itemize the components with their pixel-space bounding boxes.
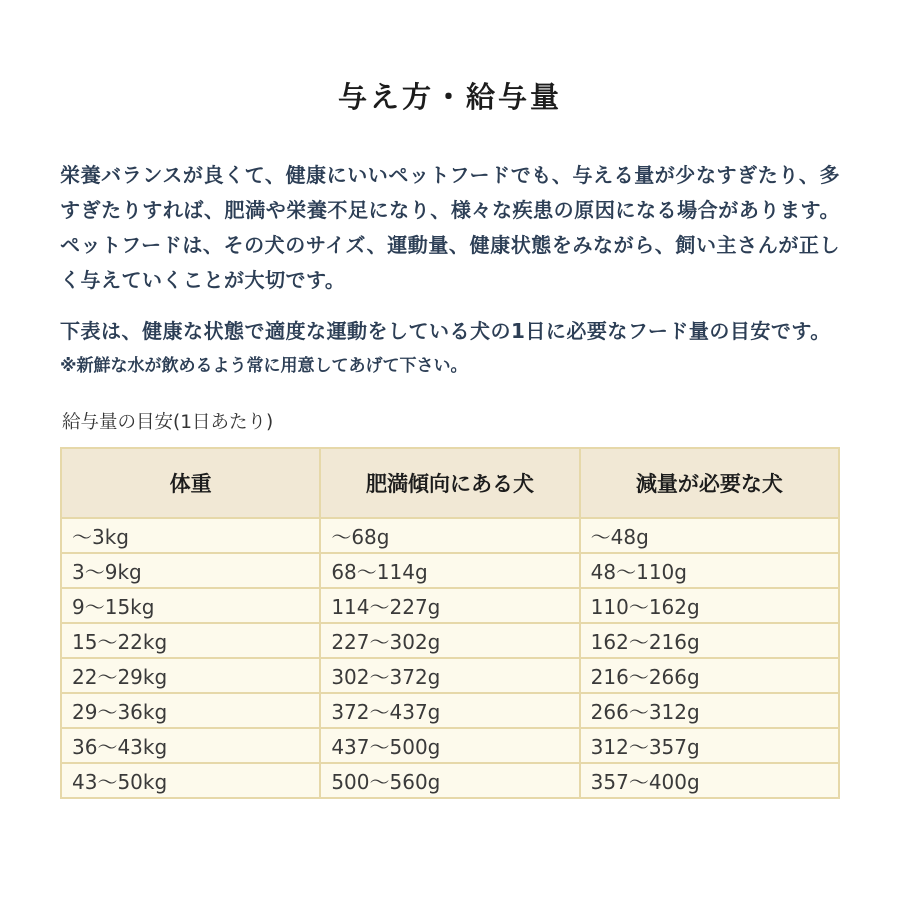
table-cell: 437〜500g xyxy=(320,728,579,763)
table-row xyxy=(61,763,839,798)
table-cell: 114〜227g xyxy=(320,588,579,623)
table-cell: 43〜50kg xyxy=(61,763,320,798)
header-cell-weight-loss-dog: 減量が必要な犬 xyxy=(580,448,839,518)
table-row xyxy=(61,658,839,693)
table-cell: 48〜110g xyxy=(580,553,839,588)
table-cell: 216〜266g xyxy=(580,658,839,693)
table-cell: 357〜400g xyxy=(580,763,839,798)
table-cell: 227〜302g xyxy=(320,623,579,658)
content-area xyxy=(0,78,900,799)
intro-paragraph: 栄養バランスが良くて、健康にいいペットフードでも、与える量が少なすぎたり、多すぎたりすれば、肥満や栄養不足になり、様々な疾患の原因になる場合があります。ペットフードは、その犬のサイズ、運動量、健康状態をみながら、飼い主さんが正しく与えていくことが大切です。 xyxy=(60,163,840,292)
table-row xyxy=(61,553,839,588)
header-row xyxy=(61,448,839,518)
page-title: 与え方・給与量 xyxy=(337,80,562,114)
table-cell: 22〜29kg xyxy=(61,658,320,693)
table-cell: 〜48g xyxy=(580,518,839,553)
table-cell: 3〜9kg xyxy=(61,553,320,588)
table-row xyxy=(61,518,839,553)
table-cell: 15〜22kg xyxy=(61,623,320,658)
table-cell: 266〜312g xyxy=(580,693,839,728)
table-cell: 29〜36kg xyxy=(61,693,320,728)
table-row xyxy=(61,623,839,658)
fresh-water-note: ※新鮮な水が飲めるよう常に用意してあげて下さい。 xyxy=(60,356,468,376)
table-cell: 500〜560g xyxy=(320,763,579,798)
feeding-table-header xyxy=(61,448,839,518)
table-cell: 36〜43kg xyxy=(61,728,320,763)
table-cell: 〜3kg xyxy=(61,518,320,553)
feeding-amount-table xyxy=(60,447,840,799)
table-cell: 302〜372g xyxy=(320,658,579,693)
table-caption: 給与量の目安(1日あたり) xyxy=(62,412,274,433)
table-cell: 372〜437g xyxy=(320,693,579,728)
lead-paragraph: 下表は、健康な状態で適度な運動をしている犬の1日に必要なフード量の目安です。 xyxy=(60,319,831,343)
table-cell: 162〜216g xyxy=(580,623,839,658)
table-cell: 68〜114g xyxy=(320,553,579,588)
table-cell: 9〜15kg xyxy=(61,588,320,623)
table-row xyxy=(61,693,839,728)
feeding-table-body xyxy=(61,518,839,798)
table-cell: 110〜162g xyxy=(580,588,839,623)
header-cell-weight: 体重 xyxy=(61,448,320,518)
table-cell: 312〜357g xyxy=(580,728,839,763)
table-row xyxy=(61,728,839,763)
table-row xyxy=(61,588,839,623)
header-cell-obesity-prone-dog: 肥満傾向にある犬 xyxy=(320,448,579,518)
table-cell: 〜68g xyxy=(320,518,579,553)
